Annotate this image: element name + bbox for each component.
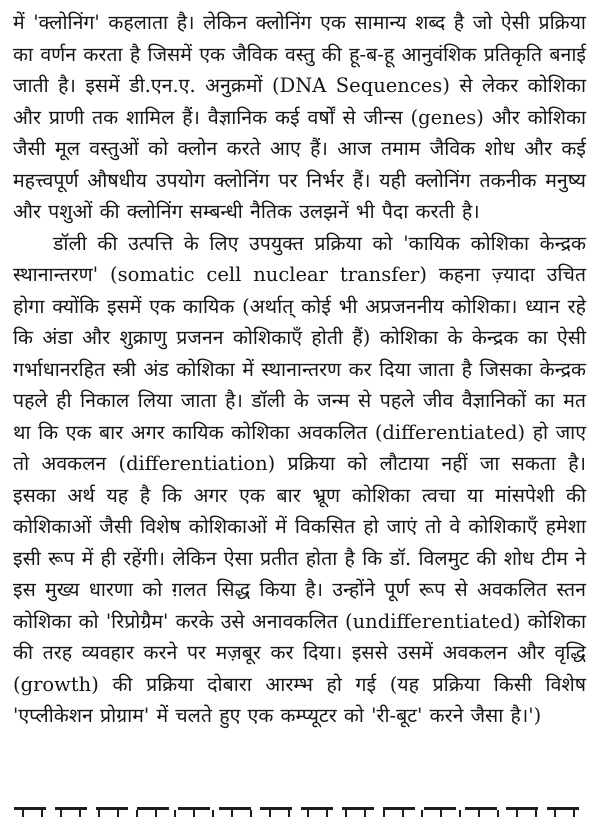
paragraph-dolly-somatic-transfer: डॉली की उत्पत्ति के लिए उपयुक्त प्रक्रिया को 'कायिक कोशिका केन्द्रक स्थानान्तरण' (somatic cell nuclear transfer) कहना ज़्यादा उचित होगा क्योंकि इसमें एक कायिक (अर्थात् कोई भी अप्रजननीय कोशिका। ध्यान रहे कि अंडा और शुक्राणु प्रजनन कोशिकाएँ होती हैं) कोशिका के केन्द्रक का ऐसी गर्भाधानरहित स्त्री अंड कोशिका में स्थानान्तरण कर दिया जाता है जिसका केन्द्रक पहले ही निकाल लिया जाता है। डॉली के जन्म से पहले जीव वैज्ञानिकों का मत था कि एक बार अगर कायिक कोशिका अवकलित (differentiated) हो जाए तो अवकलन (differentiation) प्रक्रिया को लौटाया नहीं जा सकता है। इसका अर्थ यह है कि अगर एक बार भ्रूण कोशिका त्वचा या मांसपेशी की कोशिकाओं जैसी विशेष कोशिकाओं में विकसित हो जाएं तो वे कोशिकाएँ हमेशा इसी रूप में ही रहेंगी। लेकिन ऐसा प्रतीत होता है कि डॉ. विलमुट की शोध टीम ने इस मुख्य धारणा को ग़लत सिद्ध किया है। उन्होंने पूर्ण रूप से अवकलित स्तन कोशिका को 'रिप्रोग्रैम' करके उसे अनावकलित (undifferentiated) कोशिका की तरह व्यवहार करने पर मज़बूर कर दिया। इससे उसमें अवकलन और वृद्धि (growth) की प्रक्रिया दोबारा आरम्भ हो गई (यह प्रक्रिया किसी विशेष 'एप्लीकेशन प्रोग्राम' में चलते हुए एक कम्प्यूटर को 'री-बूट' करने जैसा है।') <box>13 231 586 727</box>
paragraph-cloning-general: में 'क्लोनिंग' कहलाता है। लेकिन क्लोनिंग एक सामान्य शब्द है जो ऐसी प्रक्रिया का वर्णन करता है जिसमें एक जैविक वस्तु की हू-ब-हू आनुवंशिक प्रतिकृति बनाई जाती है। इसमें डी.एन.ए. अनुक्रमों (DNA Sequences) से लेकर कोशिका और प्राणी तक शामिल हैं। वैज्ञानिक कई वर्षों से जीन्स (genes) और कोशिका जैसी मूल वस्तुओं को क्लोन करते आए हैं। आज तमाम जैविक शोध और कई महत्त्वपूर्ण औषधीय उपयोग क्लोनिंग पर निर्भर हैं। यही क्लोनिंग तकनीक मनुष्य और पशुओं की क्लोनिंग सम्बन्धी नैतिक उलझनें भी पैदा करती है। <box>13 11 586 223</box>
cutoff-partial-text-line <box>14 807 584 817</box>
